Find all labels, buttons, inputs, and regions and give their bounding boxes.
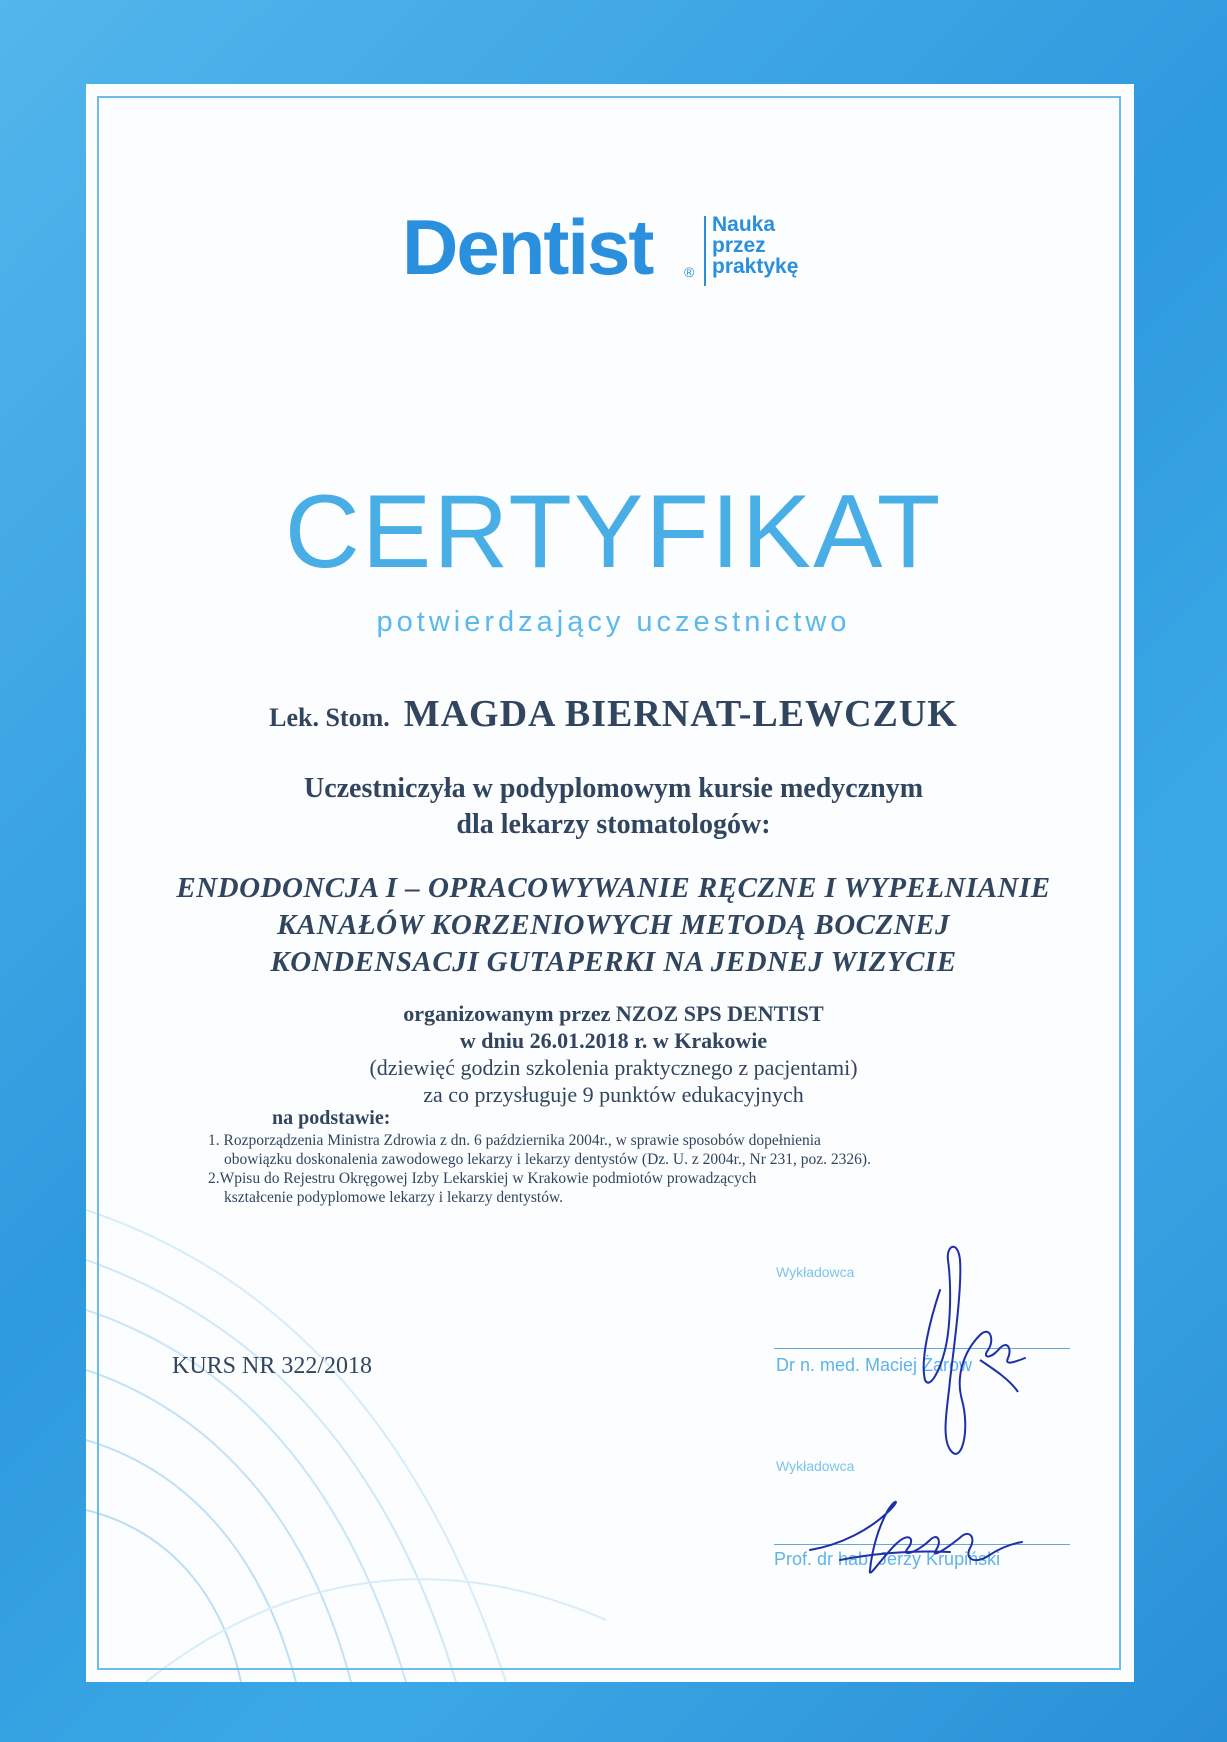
lecturer-label: Wykładowca bbox=[776, 1264, 855, 1280]
logo-tagline bbox=[712, 214, 798, 277]
legal-basis-line: 1. Rozporządzenia Ministra Zdrowia z dn. 6 października 2004r., w sprawie sposobów dopełnienia bbox=[208, 1132, 821, 1149]
legal-basis-line: obowiązku doskonalenia zawodowego lekarzy i lekarzy dentystów (Dz. U. z 2004r., Nr 231, poz. 2326). bbox=[224, 1151, 871, 1168]
course-number: KURS NR 322/2018 bbox=[172, 1353, 373, 1379]
legal-basis bbox=[208, 1131, 1068, 1207]
participation-line: dla lekarzy stomatologów: bbox=[456, 809, 771, 840]
recipient-title: Lek. Stom. bbox=[269, 703, 390, 732]
signature-line bbox=[774, 1348, 1070, 1349]
legal-basis-heading: na podstawie: bbox=[272, 1107, 391, 1129]
logo-brand: Dentist bbox=[402, 203, 653, 291]
recipient bbox=[0, 692, 1227, 736]
certificate-subtitle: potwierdzający uczestnictwo bbox=[376, 606, 851, 638]
organizer: organizowanym przez NZOZ SPS DENTIST bbox=[403, 1001, 824, 1026]
participation-line: Uczestniczyła w podyplomowym kursie medycznym bbox=[303, 773, 924, 804]
organization-details bbox=[0, 1000, 1227, 1108]
logo-tagline-line: Nauka bbox=[712, 213, 776, 236]
date-place: w dniu 26.01.2018 r. w Krakowie bbox=[459, 1028, 768, 1053]
training-hours: (dziewięć godzin szkolenia praktycznego z pacjentami) bbox=[369, 1055, 858, 1080]
course-title-line: KONDENSACJI GUTAPERKI NA JEDNEJ WIZYCIE bbox=[270, 946, 957, 978]
course-title-line: KANAŁÓW KORZENIOWYCH METODĄ BOCZNEJ bbox=[276, 909, 951, 941]
participation-statement bbox=[0, 771, 1227, 843]
certificate-title: CERTYFIKAT bbox=[284, 474, 943, 590]
lecturer-label: Wykładowca bbox=[776, 1458, 855, 1474]
education-points: za co przysługuje 9 punktów edukacyjnych bbox=[423, 1082, 804, 1107]
course-title-line: ENDODONCJA I – OPRACOWYWANIE RĘCZNE I WYPEŁNIANIE bbox=[176, 872, 1051, 904]
legal-basis-line: kształcenie podyplomowe lekarzy i lekarzy dentystów. bbox=[224, 1189, 564, 1206]
legal-basis-line: 2.Wpisu do Rejestru Okręgowej Izby Lekarskiej w Krakowie podmiotów prowadzących bbox=[208, 1170, 757, 1187]
signature-line bbox=[774, 1544, 1070, 1545]
logo-tagline-line: przez bbox=[712, 234, 766, 257]
course-title bbox=[0, 870, 1227, 981]
logo-divider bbox=[704, 216, 706, 286]
logo-registered-mark: ® bbox=[684, 264, 695, 280]
lecturer-name: Dr n. med. Maciej Żarow bbox=[776, 1355, 973, 1375]
logo-tagline-line: praktykę bbox=[712, 255, 799, 278]
lecturer-name: Prof. dr hab. Jerzy Krupiński bbox=[774, 1549, 1001, 1569]
recipient-name: MAGDA BIERNAT-LEWCZUK bbox=[403, 693, 958, 735]
